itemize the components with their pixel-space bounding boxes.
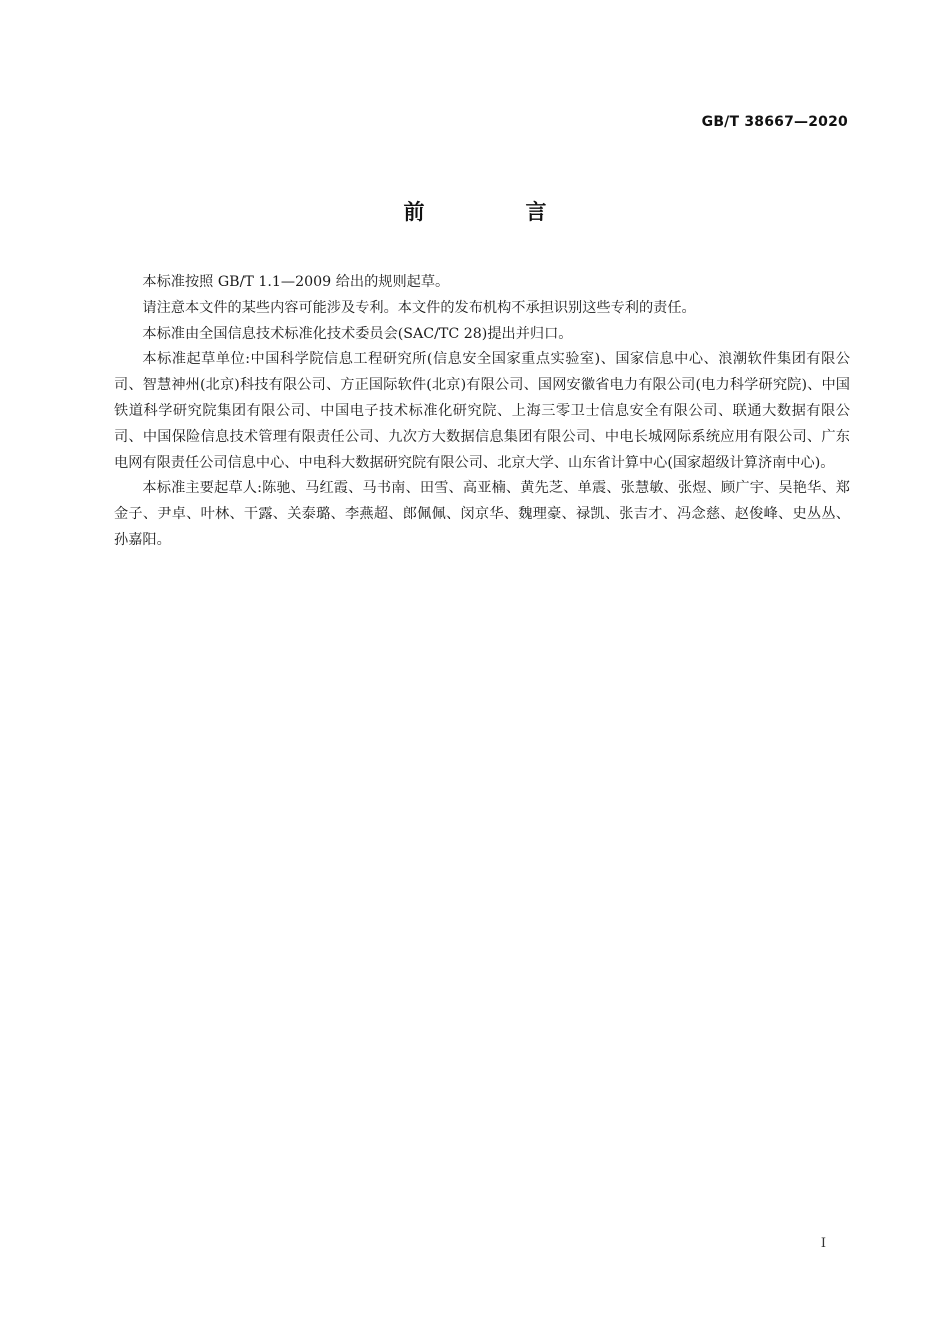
- foreword-body: [114, 270, 850, 554]
- page-title: 前 言: [403, 200, 587, 224]
- standard-number: GB/T 38667—2020: [701, 114, 848, 130]
- paragraph-drafters: 本标准主要起草人:陈驰、马红霞、马书南、田雪、高亚楠、黄先芝、单震、张慧敏、张煜、顾广宇、吴艳华、郑金子、尹卓、叶林、干露、关泰璐、李燕超、郎佩佩、闵京华、魏理豪、禄凯、张吉才、冯念慈、赵俊峰、史丛丛、孙嘉阳。: [114, 480, 850, 548]
- page-number: I: [820, 1236, 826, 1251]
- paragraph-patent-notice: 请注意本文件的某些内容可能涉及专利。本文件的发布机构不承担识别这些专利的责任。: [142, 299, 696, 316]
- paragraph-drafting-units: 本标准起草单位:中国科学院信息工程研究所(信息安全国家重点实验室)、国家信息中心、浪潮软件集团有限公司、智慧神州(北京)科技有限公司、方正国际软件(北京)有限公司、国网安徽省电力有限公司(电力科学研究院)、中国铁道科学研究院集团有限公司、中国电子技术标准化研究院、上海三零卫士信息安全有限公司、联通大数据有限公司、中国保险信息技术管理有限责任公司、九次方大数据信息集团有限公司、中电长城网际系统应用有限公司、广东电网有限责任公司信息中心、中电科大数据研究院有限公司、北京大学、山东省计算中心(国家超级计算济南中心)。: [114, 351, 850, 471]
- paragraph-proposer: 本标准由全国信息技术标准化技术委员会(SAC/TC 28)提出并归口。: [142, 325, 573, 342]
- paragraph-drafting-rules: 本标准按照 GB/T 1.1—2009 给出的规则起草。: [142, 274, 450, 290]
